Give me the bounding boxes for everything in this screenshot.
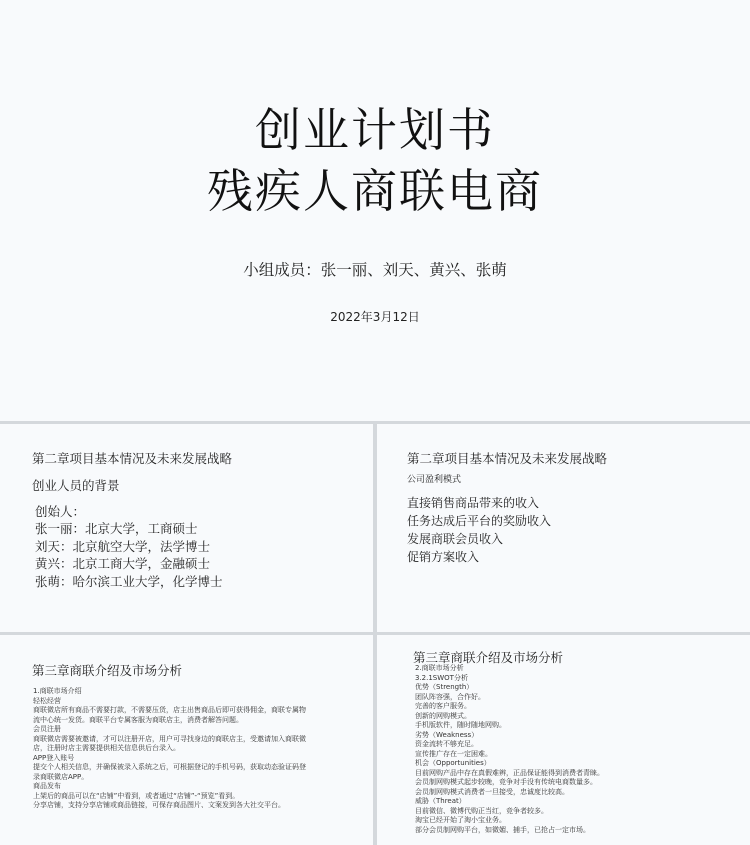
- text-line: 提交个人相关信息，并确保被录入系统之后，可根据登记的手机号码，获取动态验证码登: [33, 763, 306, 771]
- founder-item: 黄兴：北京工商大学，金融硕士: [35, 556, 211, 571]
- text-line: APP登入账号: [33, 753, 75, 762]
- text-line: 会员制网购模式起步较晚，竞争对手没有传统电商数量多。: [415, 778, 597, 786]
- section-subtitle: 公司盈利模式: [407, 475, 462, 485]
- text-line: 优势（Strength）: [415, 683, 474, 691]
- chapter-heading: 第二章项目基本情况及未来发展战略: [407, 451, 608, 466]
- text-line: 商联微店所有商品不需要打款，不需要压货，店主出售商品后即可获得佣金，商联专属物: [33, 706, 306, 714]
- text-line: 轻松经营: [33, 696, 61, 705]
- text-line: 创新的网购模式。: [415, 711, 471, 720]
- text-line: 团队阵容强，合作好。: [415, 692, 485, 701]
- plan-title: 创业计划书: [255, 103, 495, 157]
- income-item: 任务达成后平台的奖励收入: [407, 514, 552, 528]
- text-line: 劣势（Weakness）: [415, 730, 479, 739]
- text-line: 机会（Opportunities）: [415, 759, 491, 767]
- swot-text: [415, 664, 604, 835]
- founders-list: [35, 520, 223, 590]
- text-line: 商品发布: [33, 782, 61, 790]
- chapter-heading: 第三章商联介绍及市场分析: [413, 650, 564, 665]
- founders-slide: [0, 424, 373, 632]
- text-line: 目前微信、微博代购正当红，竞争者较多。: [415, 806, 548, 815]
- text-line: 店，注册时店主需要提供相关信息供后台录入。: [33, 744, 180, 752]
- text-line: 1.商联市场介绍: [33, 687, 82, 695]
- section-subtitle: 创业人员的背景: [32, 478, 120, 493]
- market-intro-slide: [0, 635, 373, 845]
- text-line: 录商联微店APP。: [33, 772, 89, 781]
- text-line: 上架后的商品可以在“店铺”中看到，或者通过“店铺”-“预览”看到。: [33, 791, 240, 800]
- market-intro-text: [33, 687, 306, 811]
- income-list: [407, 494, 551, 566]
- text-line: 商联微店需要被邀请，才可以注册开店，用户可寻找身边的商联店主，受邀请加入商联微: [33, 734, 306, 743]
- text-line: 资金流转不够充足。: [415, 740, 478, 748]
- text-line: 完善的客户服务。: [415, 702, 471, 710]
- presentation-date: 2022年3月12日: [330, 310, 420, 324]
- income-item: 直接销售商品带来的收入: [407, 496, 540, 510]
- text-line: 手机版软件，随时随地网购。: [415, 721, 506, 729]
- text-line: 威胁（Threat）: [415, 797, 466, 805]
- founder-item: 张一丽：北京大学，工商硕士: [35, 521, 198, 536]
- text-line: 3.2.1SWOT分析: [415, 673, 468, 682]
- text-line: 目前网购产品中存在真假难辨，正品保证能得到消费者青睐。: [415, 768, 604, 777]
- text-line: 部分会员制网购平台，如微媚、捕手，已抢占一定市场。: [415, 825, 590, 834]
- income-item: 发展商联会员收入: [407, 532, 504, 546]
- text-line: 2.商联市场分析: [415, 664, 464, 672]
- chapter-heading: 第三章商联介绍及市场分析: [32, 663, 183, 678]
- text-line: 宣传推广存在一定困难。: [415, 749, 492, 758]
- text-line: 会员制网购模式消费者一旦接受，忠诚度比较高。: [415, 787, 569, 796]
- founders-heading: 创始人：: [35, 504, 86, 519]
- text-line: 分享店铺，支持分享店铺或商品链接，可保存商品图片、文案发到各大社交平台。: [33, 801, 285, 809]
- founder-item: 张萌：哈尔滨工业大学，化学博士: [35, 573, 223, 589]
- team-members: 小组成员：张一丽、刘天、黄兴、张萌: [243, 261, 507, 279]
- income-item: 促销方案收入: [407, 550, 480, 564]
- chapter-heading: 第二章项目基本情况及未来发展战略: [32, 451, 233, 466]
- founder-item: 刘天：北京航空大学，法学博士: [35, 538, 211, 554]
- text-line: 流中心统一发货。商联平台专属客服为商联店主，消费者解答问题。: [33, 715, 243, 724]
- project-title: 残疾人商联电商: [207, 164, 543, 218]
- profit-model-slide: [377, 424, 750, 632]
- title-slide: [0, 0, 750, 421]
- text-line: 会员注册: [33, 725, 61, 733]
- swot-slide: [377, 635, 750, 845]
- text-line: 淘宝已经开始了淘小宝业务。: [415, 816, 506, 824]
